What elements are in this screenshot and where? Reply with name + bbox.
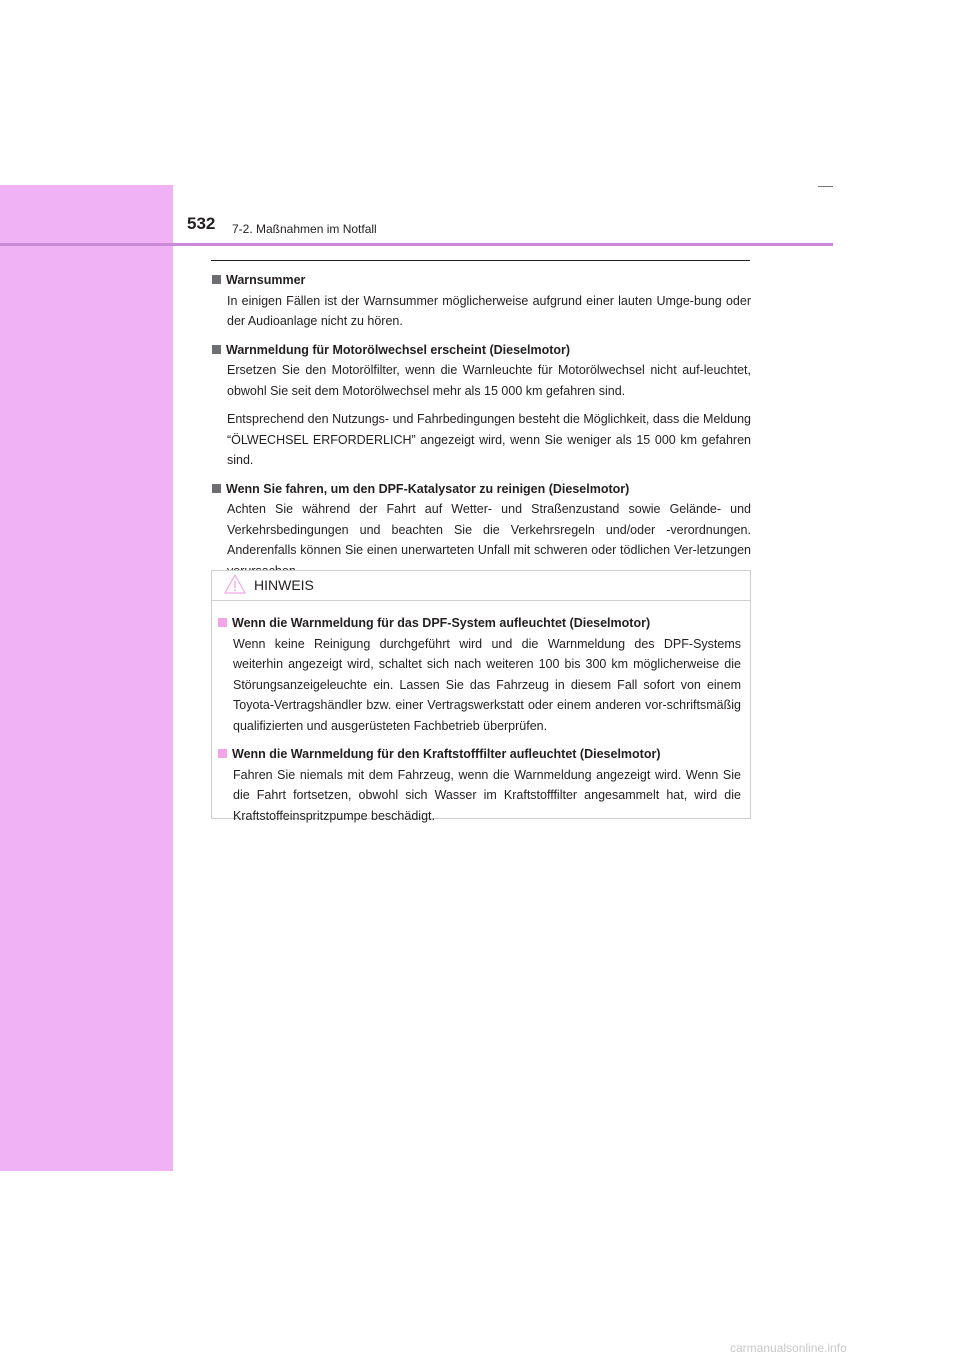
item-paragraph: In einigen Fällen ist der Warnsummer möglicherweise aufgrund einer lauten Umge-bung oder der Audioanlage nicht zu hören. xyxy=(227,293,751,328)
item-warnsummer xyxy=(211,270,751,332)
notice-title: HINWEIS xyxy=(254,577,314,593)
content-divider xyxy=(211,260,750,261)
notice-item-paragraph: Fahren Sie niemals mit dem Fahrzeug, wenn die Warnmeldung angezeigt wird. Wenn Sie die Fahrt fortsetzen, obwohl sich Wasser im Kraftstofffilter angesammelt hat, wird die Kraftstoffeinspritzpumpe beschädigt. xyxy=(233,767,741,823)
item-heading: Warnmeldung für Motorölwechsel erscheint (Dieselmotor) xyxy=(226,342,571,357)
notice-item-paragraph: Wenn keine Reinigung durchgeführt wird und die Warnmeldung des DPF-Systems weiterhin angezeigt wird, schaltet sich nach weiteren 100 bis 300 km möglicherweise die Störungsanzeigeleuchte ein. Lassen Sie das Fahrzeug in diesem Fall sofort von einem Toyota-Vertragshändler bzw. einer Vertragswerkstatt oder einem anderen vor-schriftsmäßig qualifizierten und ausgerüsteten Fachbetrieb überprüfen. xyxy=(233,636,741,733)
notice-item-heading: Wenn die Warnmeldung für das DPF-System aufleuchtet (Dieselmotor) xyxy=(232,616,651,630)
notice-header xyxy=(212,571,750,601)
notice-item-dpf-warning xyxy=(217,613,741,736)
item-paragraph: Ersetzen Sie den Motorölfilter, wenn die Warnleuchte für Motorölwechsel nicht auf-leuchtet, obwohl Sie seit dem Motorölwechsel mehr als 15 000 km gefahren sind. xyxy=(227,363,751,398)
warning-triangle-icon xyxy=(224,574,246,594)
main-content xyxy=(211,270,751,589)
notice-item-fuel-filter-warning xyxy=(217,744,741,826)
notice-item-heading: Wenn die Warnmeldung für den Kraftstofffilter aufleuchtet (Dieselmotor) xyxy=(232,747,661,761)
item-heading: Wenn Sie fahren, um den DPF-Katalysator zu reinigen (Dieselmotor) xyxy=(226,481,630,496)
item-paragraph: Achten Sie während der Fahrt auf Wetter- und Straßenzustand sowie Gelände- und Verkehrsbedingungen und beachten Sie die Verkehrsregeln und/oder -verordnungen. Anderenfalls können Sie einen unerwarteten Unfall mit schweren oder tödlichen Ver-letzungen xyxy=(227,502,751,557)
chapter-sidebar-strip xyxy=(0,185,173,1171)
header-rule xyxy=(0,243,833,246)
square-bullet-icon xyxy=(212,484,221,493)
item-oil-change-message xyxy=(211,340,751,471)
notice-box xyxy=(211,570,751,823)
crop-mark xyxy=(818,186,833,187)
item-dpf-cleaning xyxy=(211,479,751,582)
item-heading: Warnsummer xyxy=(226,273,306,287)
notice-content xyxy=(212,601,750,826)
square-bullet-icon xyxy=(218,749,227,758)
square-bullet-icon xyxy=(212,345,221,354)
square-bullet-icon xyxy=(212,275,221,284)
square-bullet-icon xyxy=(218,618,227,627)
section-title: 7-2. Maßnahmen im Notfall xyxy=(232,222,377,236)
footer-watermark: carmanualsonline.info xyxy=(730,1341,847,1355)
item-paragraph: Entsprechend den Nutzungs- und Fahrbedingungen besteht die Möglichkeit, dass die Meldung “ÖLWECHSEL ERFORDERLICH” angezeigt wird, wenn Sie weniger als 15 000 km gefahren sind. xyxy=(227,412,751,467)
page-number: 532 xyxy=(187,214,216,233)
